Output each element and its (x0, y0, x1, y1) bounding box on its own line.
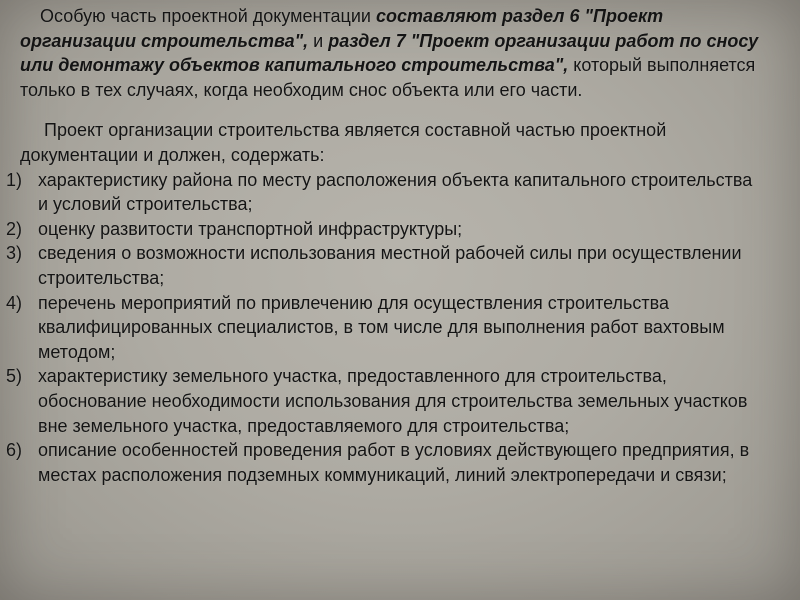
list-item-text: характеристику района по месту расположения объекта капитального строительства и условий строительства; (38, 169, 753, 215)
list-item (0, 364, 800, 438)
list-item-number: 1) (6, 169, 23, 190)
intro-bold-1: составляют раздел 6 "Проект организации строительства", (20, 6, 664, 51)
intro-text-3: который выполняется только в тех случаях, когда необходим снос объекта или его части. (20, 55, 756, 100)
list-item-text: оценку развитости транспортной инфраструктуры; (38, 218, 463, 239)
list-item-number: 5) (6, 366, 23, 387)
intro-paragraph (0, 0, 800, 102)
list-item-text: сведения о возможности использования местной рабочей силы при осуществлении строительства; (38, 243, 742, 288)
list-item (0, 438, 800, 487)
list-item-text: характеристику земельного участка, предоставленного для строительства, обоснование необходимости использования для строительства земельных участков вне земельного участка, предоставляемого для строительства; (38, 366, 748, 436)
list-item-text: описание особенностей проведения работ в условиях действующего предприятия, в местах расположения подземных коммуникаций, линий электропередачи и связи; (38, 440, 750, 485)
list-item-text: перечень мероприятий по привлечению для осуществления строительства квалифицированных специалистов, в том числе для выполнения работ вахтовым методом; (38, 292, 725, 362)
intro-text-1: Особую часть проектной документации (40, 6, 376, 26)
list-item (0, 291, 800, 365)
list-item-number: 3) (6, 243, 23, 264)
list-item (0, 241, 800, 290)
list-item-number: 4) (6, 292, 23, 313)
list-item (0, 217, 800, 242)
list-item (0, 168, 800, 217)
intro-text-2: и (308, 30, 329, 51)
section-lead: Проект организации строительства является составной частью проектной документации и должен, содержать: (20, 120, 667, 165)
requirements-list (0, 168, 800, 488)
list-item-number: 6) (6, 440, 23, 461)
intro-bold-2: раздел 7 "Проект организации работ по сносу или демонтажу объектов капитального строительства", (20, 30, 759, 76)
list-item-number: 2) (6, 218, 23, 239)
